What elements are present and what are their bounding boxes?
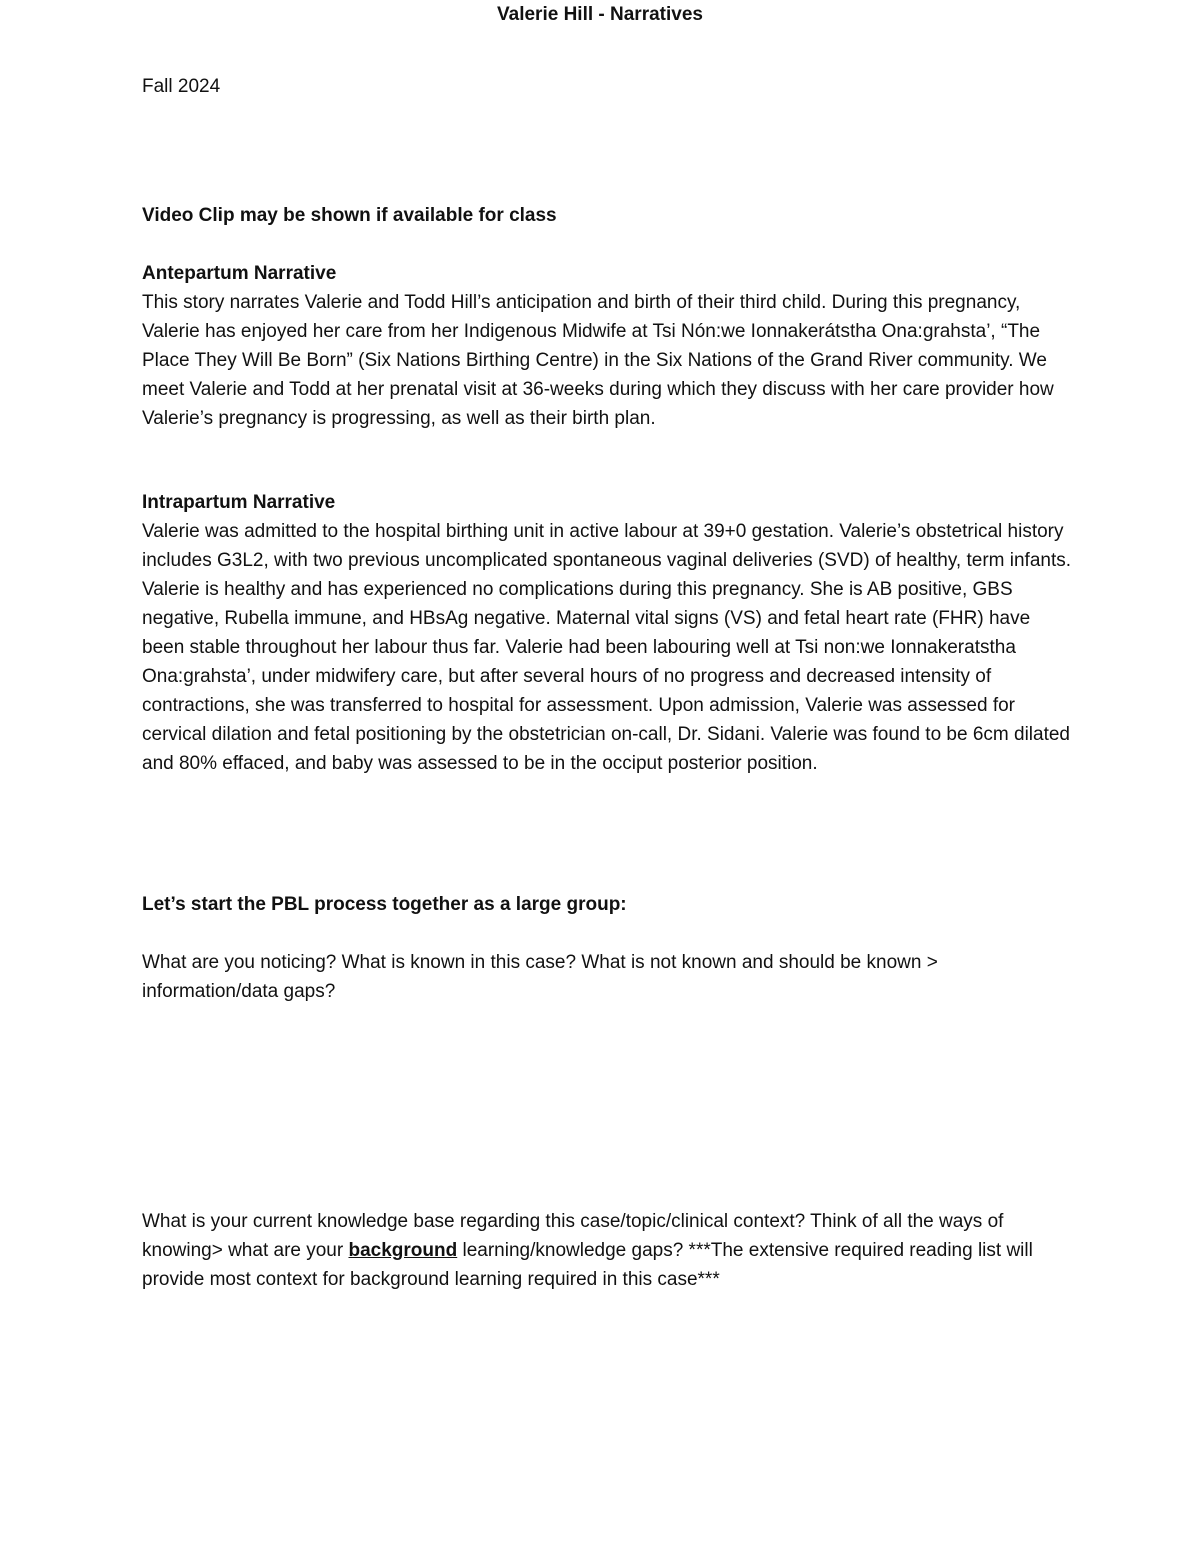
question-text-after: learning/knowledge gaps? ***The extensive required reading list will provide most context for background learning required in this case*** (142, 1240, 1033, 1290)
intrapartum-heading: Intrapartum Narrative (142, 492, 336, 513)
intrapartum-narrative-text: Valerie was admitted to the hospital birthing unit in active labour at 39+0 gestation. Valerie’s obstetrical history includes G3L2, with two previous uncomplicated spontaneous vaginal deliveries (SVD) of healthy, term infants. Valerie is healthy and has experienced no complications during this pregnancy. She is AB positive, GBS negative, Rubella immune, and HBsAg negative. Maternal vital signs (VS) and fetal heart rate (FHR) have been stable throughout her labour thus far. Valerie had been labouring well at Tsi non:we Ionnakeratstha Ona:grahsta’, under midwifery care, but after several hours of no progress and decreased intensity of contractions, she was transferred to hospital for assessment. Upon admission, Valerie was assessed for cervical dilation and fetal positioning by the obstetrician on-call, Dr. Sidani. Valerie was found to be 6cm dilated and 80% effaced, and baby was assessed to be in the occiput posterior position. (142, 521, 1072, 774)
pbl-question-knowledge-base (142, 1207, 1072, 1294)
question-text-before: What is your current knowledge base regarding this case/topic/clinical context? Think of all the ways of knowing> what are your (142, 1211, 1004, 1261)
term-header: Fall 2024 (142, 76, 221, 97)
pbl-heading: Let’s start the PBL process together as a large group: (142, 894, 627, 915)
background-emphasis: background (348, 1240, 458, 1261)
document-title: Valerie Hill - Narratives (497, 4, 703, 25)
antepartum-narrative-text: This story narrates Valerie and Todd Hill’s anticipation and birth of their third child. During this pregnancy, Valerie has enjoyed her care from her Indigenous Midwife at Tsi Nón:we Ionnakerátstha Ona:grahsta’, “The Place They Will Be Born” (Six Nations Birthing Centre) in the Six Nations of the Grand River community. We meet Valerie and Todd at her prenatal visit at 36-weeks during which they discuss with her care provider how Valerie’s pregnancy is progressing, as well as their birth plan. (142, 292, 1054, 429)
video-clip-note: Video Clip may be shown if available for class (142, 205, 557, 226)
antepartum-heading: Antepartum Narrative (142, 263, 337, 284)
pbl-question-noticing: What are you noticing? What is known in this case? What is not known and should be known > information/data gaps? (142, 952, 938, 1002)
